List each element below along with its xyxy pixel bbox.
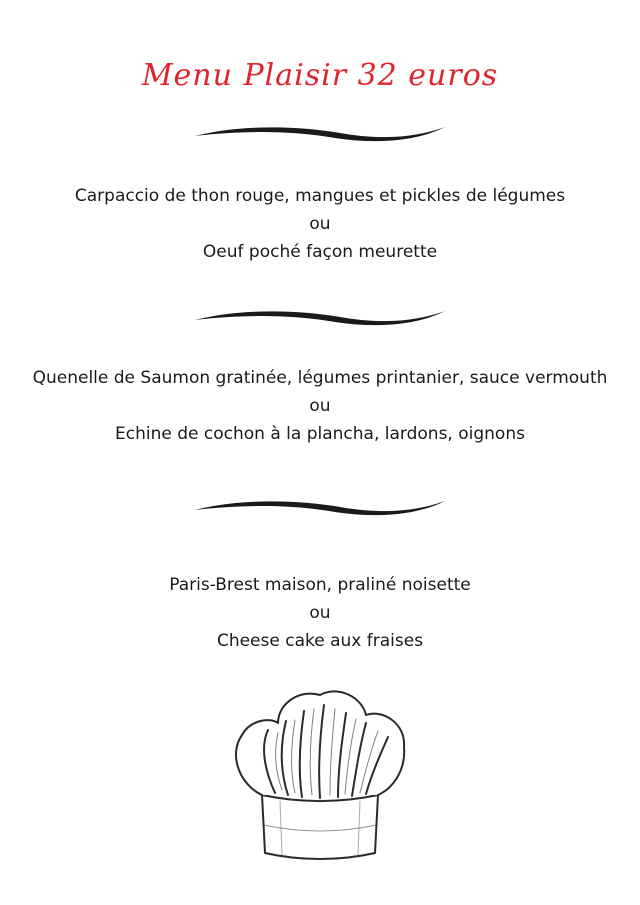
main-separator: ou (309, 396, 331, 416)
swash-divider-icon (0, 302, 640, 332)
course-starter (0, 182, 640, 266)
dessert-separator: ou (309, 603, 331, 623)
starter-option-a: Carpaccio de thon rouge, mangues et pickles de légumes (74, 186, 566, 206)
swash-divider-icon (0, 492, 640, 522)
dessert-option-b: Cheese cake aux fraises (216, 631, 424, 651)
main-option-a: Quenelle de Saumon gratinée, légumes printanier, sauce vermouth (32, 368, 608, 388)
chef-hat-icon (220, 675, 420, 875)
swash-divider-icon (0, 118, 640, 148)
course-dessert (0, 571, 640, 655)
menu-title: Menu Plaisir 32 euros (141, 58, 499, 93)
course-main (0, 364, 640, 448)
dessert-option-a: Paris-Brest maison, praliné noisette (169, 575, 471, 595)
starter-separator: ou (309, 214, 331, 234)
starter-option-b: Oeuf poché façon meurette (202, 242, 438, 262)
main-option-b: Echine de cochon à la plancha, lardons, oignons (115, 424, 525, 444)
